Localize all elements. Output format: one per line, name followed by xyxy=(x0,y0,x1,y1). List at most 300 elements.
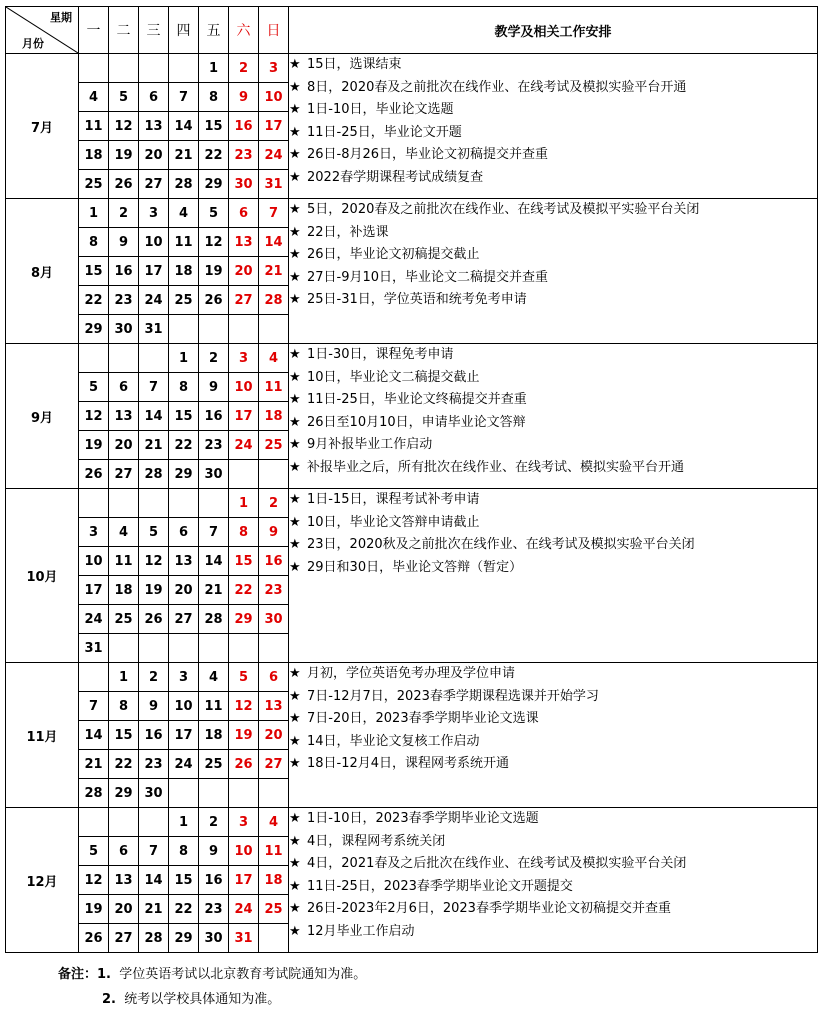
day-cell: 20 xyxy=(139,141,169,170)
note-item xyxy=(289,831,817,854)
note-text: 26日，毕业论文初稿提交截止 xyxy=(307,247,480,262)
day-cell xyxy=(259,315,289,344)
day-cell: 27 xyxy=(229,286,259,315)
day-cell: 1 xyxy=(229,489,259,518)
note-item xyxy=(289,412,817,435)
day-cell: 23 xyxy=(109,286,139,315)
day-cell: 22 xyxy=(109,750,139,779)
star-icon: ★ xyxy=(289,688,301,704)
day-cell: 22 xyxy=(229,576,259,605)
day-cell: 16 xyxy=(109,257,139,286)
day-cell: 13 xyxy=(169,547,199,576)
remarks-label: 备注： xyxy=(58,967,98,982)
star-icon: ★ xyxy=(289,369,301,385)
day-cell: 15 xyxy=(79,257,109,286)
day-cell: 6 xyxy=(229,199,259,228)
day-cell: 14 xyxy=(199,547,229,576)
day-cell: 11 xyxy=(169,228,199,257)
weekday-mon: 一 xyxy=(79,7,109,54)
day-cell: 21 xyxy=(259,257,289,286)
star-icon: ★ xyxy=(289,733,301,749)
day-cell: 27 xyxy=(139,170,169,199)
note-item xyxy=(289,753,817,776)
remark-line-2 xyxy=(58,987,366,1012)
day-cell: 1 xyxy=(169,344,199,373)
star-icon: ★ xyxy=(289,878,301,894)
day-cell: 30 xyxy=(109,315,139,344)
day-cell: 11 xyxy=(109,547,139,576)
note-item xyxy=(289,663,817,686)
remark-text: 统考以学校具体通知为准。 xyxy=(124,992,281,1007)
day-cell: 25 xyxy=(199,750,229,779)
note-item xyxy=(289,99,817,122)
weekday-thu: 四 xyxy=(169,7,199,54)
note-item xyxy=(289,77,817,100)
day-cell: 20 xyxy=(109,431,139,460)
note-item xyxy=(289,534,817,557)
day-cell: 27 xyxy=(109,924,139,953)
note-text: 2022春学期课程考试成绩复查 xyxy=(307,169,484,185)
day-cell: 28 xyxy=(79,779,109,808)
star-icon: ★ xyxy=(289,437,301,452)
note-item xyxy=(289,876,817,899)
star-icon: ★ xyxy=(289,347,301,362)
note-item xyxy=(289,686,817,709)
day-cell: 30 xyxy=(229,170,259,199)
day-cell: 26 xyxy=(79,460,109,489)
day-cell: 26 xyxy=(229,750,259,779)
day-cell: 21 xyxy=(199,576,229,605)
note-item xyxy=(289,122,817,145)
day-cell: 19 xyxy=(79,431,109,460)
day-cell: 17 xyxy=(259,112,289,141)
note-item xyxy=(289,457,817,480)
day-cell: 29 xyxy=(169,460,199,489)
month-notes xyxy=(289,663,818,808)
week-row xyxy=(6,489,818,518)
day-cell: 16 xyxy=(199,866,229,895)
day-cell: 11 xyxy=(199,692,229,721)
notes-header: 教学及相关工作安排 xyxy=(289,7,818,54)
note-item xyxy=(289,708,817,731)
day-cell: 24 xyxy=(169,750,199,779)
day-cell: 2 xyxy=(199,808,229,837)
day-cell: 16 xyxy=(229,112,259,141)
note-item xyxy=(289,244,817,267)
day-cell: 14 xyxy=(139,402,169,431)
day-cell: 6 xyxy=(109,373,139,402)
note-item xyxy=(289,267,817,290)
star-icon: ★ xyxy=(289,392,301,407)
day-cell: 16 xyxy=(259,547,289,576)
weekday-wed: 三 xyxy=(139,7,169,54)
day-cell: 20 xyxy=(259,721,289,750)
day-cell: 28 xyxy=(259,286,289,315)
weekday-sun: 日 xyxy=(259,7,289,54)
star-icon: ★ xyxy=(289,901,301,916)
header-row xyxy=(6,7,818,54)
star-icon: ★ xyxy=(289,269,301,285)
week-row xyxy=(6,344,818,373)
note-text: 11日-25日，毕业论文开题 xyxy=(307,124,462,140)
day-cell xyxy=(79,344,109,373)
star-icon: ★ xyxy=(289,147,301,162)
note-text: 23日，2020秋及之前批次在线作业、在线考试及模拟实验平台关闭 xyxy=(307,537,695,552)
day-cell xyxy=(199,315,229,344)
month-corner-label: 月份 xyxy=(22,37,44,50)
day-cell: 29 xyxy=(229,605,259,634)
day-cell: 9 xyxy=(139,692,169,721)
day-cell: 11 xyxy=(259,837,289,866)
day-cell: 29 xyxy=(109,779,139,808)
day-cell: 19 xyxy=(139,576,169,605)
day-cell: 25 xyxy=(79,170,109,199)
day-cell: 17 xyxy=(169,721,199,750)
day-cell xyxy=(259,924,289,953)
day-cell: 2 xyxy=(199,344,229,373)
note-item xyxy=(289,167,817,190)
day-cell: 27 xyxy=(109,460,139,489)
note-text: 1日-10日，毕业论文选题 xyxy=(307,102,454,117)
note-text: 8日，2020春及之前批次在线作业、在线考试及模拟实验平台开通 xyxy=(307,79,687,95)
day-cell: 22 xyxy=(79,286,109,315)
day-cell: 29 xyxy=(169,924,199,953)
day-cell: 21 xyxy=(169,141,199,170)
star-icon: ★ xyxy=(289,202,301,217)
month-notes xyxy=(289,199,818,344)
day-cell: 5 xyxy=(79,373,109,402)
day-cell: 3 xyxy=(169,663,199,692)
day-cell: 5 xyxy=(229,663,259,692)
star-icon: ★ xyxy=(289,224,301,240)
day-cell: 19 xyxy=(199,257,229,286)
day-cell: 16 xyxy=(139,721,169,750)
day-cell: 4 xyxy=(259,808,289,837)
day-cell xyxy=(199,779,229,808)
note-text: 26日-8月26日，毕业论文初稿提交并查重 xyxy=(307,147,549,162)
day-cell: 10 xyxy=(79,547,109,576)
day-cell: 14 xyxy=(169,112,199,141)
month-notes xyxy=(289,489,818,663)
day-cell xyxy=(169,54,199,83)
day-cell: 13 xyxy=(109,866,139,895)
week-row xyxy=(6,54,818,83)
day-cell: 5 xyxy=(199,199,229,228)
day-cell: 26 xyxy=(139,605,169,634)
day-cell: 18 xyxy=(199,721,229,750)
note-item xyxy=(289,54,817,77)
day-cell: 13 xyxy=(139,112,169,141)
day-cell: 14 xyxy=(259,228,289,257)
day-cell xyxy=(109,344,139,373)
day-cell: 14 xyxy=(139,866,169,895)
day-cell: 10 xyxy=(259,83,289,112)
note-item xyxy=(289,898,817,921)
day-cell: 28 xyxy=(169,170,199,199)
day-cell: 3 xyxy=(259,54,289,83)
day-cell xyxy=(139,634,169,663)
day-cell: 24 xyxy=(229,895,259,924)
day-cell: 13 xyxy=(259,692,289,721)
note-text: 15日，选课结束 xyxy=(307,57,402,72)
star-icon: ★ xyxy=(289,492,301,507)
day-cell: 6 xyxy=(169,518,199,547)
day-cell: 18 xyxy=(109,576,139,605)
day-cell: 9 xyxy=(109,228,139,257)
star-icon: ★ xyxy=(289,833,301,849)
day-cell: 27 xyxy=(259,750,289,779)
day-cell xyxy=(259,779,289,808)
star-icon: ★ xyxy=(289,79,301,95)
month-label: 11月 xyxy=(6,663,79,808)
day-cell xyxy=(199,489,229,518)
day-cell: 26 xyxy=(109,170,139,199)
note-text: 7日-20日，2023春季学期毕业论文选课 xyxy=(307,711,539,726)
day-cell: 10 xyxy=(229,373,259,402)
note-item xyxy=(289,344,817,367)
remark-number: 1. xyxy=(97,967,111,982)
note-text: 10日，毕业论文二稿提交截止 xyxy=(307,369,480,385)
day-cell: 12 xyxy=(79,866,109,895)
day-cell: 7 xyxy=(139,373,169,402)
note-text: 补报毕业之后，所有批次在线作业、在线考试、模拟实验平台开通 xyxy=(307,459,685,475)
day-cell: 11 xyxy=(259,373,289,402)
note-item xyxy=(289,808,817,831)
note-text: 27日-9月10日，毕业论文二稿提交并查重 xyxy=(307,269,549,285)
day-cell xyxy=(229,460,259,489)
note-text: 9月补报毕业工作启动 xyxy=(307,437,433,452)
note-text: 25日-31日，学位英语和统考免考申请 xyxy=(307,292,527,307)
day-cell xyxy=(79,489,109,518)
note-text: 11日-25日，2023春季学期毕业论文开题提交 xyxy=(307,878,573,894)
day-cell xyxy=(259,634,289,663)
day-cell: 6 xyxy=(259,663,289,692)
day-cell: 8 xyxy=(109,692,139,721)
day-cell: 1 xyxy=(79,199,109,228)
remark-text: 学位英语考试以北京教育考试院通知为准。 xyxy=(119,967,367,982)
note-text: 4日，2021春及之后批次在线作业、在线考试及模拟实验平台关闭 xyxy=(307,856,687,871)
star-icon: ★ xyxy=(289,247,301,262)
day-cell: 10 xyxy=(139,228,169,257)
day-cell xyxy=(169,315,199,344)
week-row xyxy=(6,663,818,692)
day-cell xyxy=(109,634,139,663)
star-icon: ★ xyxy=(289,856,301,871)
day-cell: 22 xyxy=(169,431,199,460)
remarks xyxy=(58,962,366,1012)
day-cell: 19 xyxy=(79,895,109,924)
note-text: 22日，补选课 xyxy=(307,224,389,240)
day-cell: 1 xyxy=(109,663,139,692)
day-cell: 31 xyxy=(139,315,169,344)
day-cell: 15 xyxy=(229,547,259,576)
remark-line-1 xyxy=(58,962,366,987)
month-label: 8月 xyxy=(6,199,79,344)
star-icon: ★ xyxy=(289,559,301,575)
note-text: 1日-10日，2023春季学期毕业论文选题 xyxy=(307,811,539,826)
day-cell: 28 xyxy=(139,460,169,489)
month-notes xyxy=(289,808,818,953)
day-cell xyxy=(259,460,289,489)
day-cell: 17 xyxy=(139,257,169,286)
day-cell: 22 xyxy=(199,141,229,170)
day-cell: 27 xyxy=(169,605,199,634)
day-cell: 13 xyxy=(109,402,139,431)
note-text: 26日至10月10日，申请毕业论文答辩 xyxy=(307,414,526,430)
day-cell: 17 xyxy=(229,402,259,431)
day-cell: 25 xyxy=(109,605,139,634)
note-item xyxy=(289,731,817,754)
note-text: 10日，毕业论文答辩申请截止 xyxy=(307,514,480,530)
note-text: 1日-30日，课程免考申请 xyxy=(307,347,454,362)
day-cell: 25 xyxy=(169,286,199,315)
star-icon: ★ xyxy=(289,537,301,552)
note-item xyxy=(289,367,817,390)
note-item xyxy=(289,289,817,312)
day-cell: 12 xyxy=(229,692,259,721)
day-cell: 24 xyxy=(229,431,259,460)
day-cell: 2 xyxy=(109,199,139,228)
day-cell: 12 xyxy=(109,112,139,141)
day-cell: 18 xyxy=(169,257,199,286)
day-cell: 18 xyxy=(259,402,289,431)
day-cell: 13 xyxy=(229,228,259,257)
day-cell: 3 xyxy=(139,199,169,228)
day-cell xyxy=(229,634,259,663)
day-cell: 14 xyxy=(79,721,109,750)
day-cell: 9 xyxy=(199,837,229,866)
day-cell: 25 xyxy=(259,431,289,460)
day-cell: 8 xyxy=(199,83,229,112)
day-cell: 20 xyxy=(109,895,139,924)
day-cell xyxy=(79,663,109,692)
note-text: 14日，毕业论文复核工作启动 xyxy=(307,733,480,749)
day-cell xyxy=(139,344,169,373)
day-cell: 23 xyxy=(199,431,229,460)
day-cell: 23 xyxy=(199,895,229,924)
day-cell: 20 xyxy=(169,576,199,605)
weekday-tue: 二 xyxy=(109,7,139,54)
note-text: 12月毕业工作启动 xyxy=(307,923,415,939)
note-item xyxy=(289,512,817,535)
day-cell xyxy=(139,489,169,518)
star-icon: ★ xyxy=(289,756,301,771)
day-cell: 15 xyxy=(109,721,139,750)
day-cell: 18 xyxy=(79,141,109,170)
day-cell: 21 xyxy=(139,895,169,924)
day-cell xyxy=(199,634,229,663)
month-notes xyxy=(289,344,818,489)
day-cell: 15 xyxy=(169,866,199,895)
star-icon: ★ xyxy=(289,414,301,430)
week-row xyxy=(6,808,818,837)
day-cell xyxy=(109,808,139,837)
day-cell: 30 xyxy=(139,779,169,808)
week-row xyxy=(6,199,818,228)
day-cell: 24 xyxy=(259,141,289,170)
note-item xyxy=(289,489,817,512)
month-label: 12月 xyxy=(6,808,79,953)
note-item xyxy=(289,389,817,412)
star-icon: ★ xyxy=(289,102,301,117)
day-cell: 17 xyxy=(229,866,259,895)
star-icon: ★ xyxy=(289,811,301,826)
day-cell: 7 xyxy=(169,83,199,112)
day-cell: 2 xyxy=(229,54,259,83)
day-cell: 4 xyxy=(79,83,109,112)
day-cell: 17 xyxy=(79,576,109,605)
month-label: 10月 xyxy=(6,489,79,663)
day-cell: 31 xyxy=(229,924,259,953)
weekday-sat: 六 xyxy=(229,7,259,54)
day-cell: 28 xyxy=(139,924,169,953)
day-cell xyxy=(109,489,139,518)
note-item xyxy=(289,222,817,245)
day-cell: 16 xyxy=(199,402,229,431)
day-cell: 9 xyxy=(229,83,259,112)
day-cell: 30 xyxy=(259,605,289,634)
day-cell: 30 xyxy=(199,460,229,489)
day-cell: 7 xyxy=(199,518,229,547)
day-cell: 31 xyxy=(259,170,289,199)
day-cell: 6 xyxy=(139,83,169,112)
day-cell: 5 xyxy=(139,518,169,547)
day-cell: 26 xyxy=(199,286,229,315)
day-cell xyxy=(79,54,109,83)
day-cell: 4 xyxy=(169,199,199,228)
day-cell: 8 xyxy=(229,518,259,547)
header-corner-cell xyxy=(6,7,79,54)
day-cell: 3 xyxy=(79,518,109,547)
star-icon: ★ xyxy=(289,923,301,939)
day-cell: 28 xyxy=(199,605,229,634)
day-cell: 7 xyxy=(139,837,169,866)
day-cell: 18 xyxy=(259,866,289,895)
note-text: 7日-12月7日，2023春季学期课程选课并开始学习 xyxy=(307,688,599,704)
day-cell xyxy=(169,634,199,663)
star-icon: ★ xyxy=(289,711,301,726)
day-cell: 20 xyxy=(229,257,259,286)
day-cell xyxy=(229,779,259,808)
day-cell: 26 xyxy=(79,924,109,953)
star-icon: ★ xyxy=(289,514,301,530)
note-text: 29日和30日，毕业论文答辩（暂定） xyxy=(307,559,523,575)
note-text: 11日-25日，毕业论文终稿提交并查重 xyxy=(307,392,527,407)
day-cell: 4 xyxy=(259,344,289,373)
day-cell: 8 xyxy=(169,837,199,866)
note-text: 1日-15日，课程考试补考申请 xyxy=(307,492,480,507)
day-cell: 22 xyxy=(169,895,199,924)
day-cell: 5 xyxy=(79,837,109,866)
day-cell: 21 xyxy=(139,431,169,460)
day-cell: 9 xyxy=(259,518,289,547)
note-item xyxy=(289,199,817,222)
day-cell: 12 xyxy=(79,402,109,431)
day-cell: 21 xyxy=(79,750,109,779)
day-cell: 9 xyxy=(199,373,229,402)
day-cell: 23 xyxy=(139,750,169,779)
day-cell xyxy=(229,315,259,344)
remark-number: 2. xyxy=(102,992,116,1007)
day-cell: 5 xyxy=(109,83,139,112)
star-icon: ★ xyxy=(289,169,301,185)
star-icon: ★ xyxy=(289,666,301,681)
day-cell: 3 xyxy=(229,808,259,837)
note-item xyxy=(289,434,817,457)
day-cell: 19 xyxy=(229,721,259,750)
day-cell: 1 xyxy=(169,808,199,837)
day-cell: 10 xyxy=(229,837,259,866)
